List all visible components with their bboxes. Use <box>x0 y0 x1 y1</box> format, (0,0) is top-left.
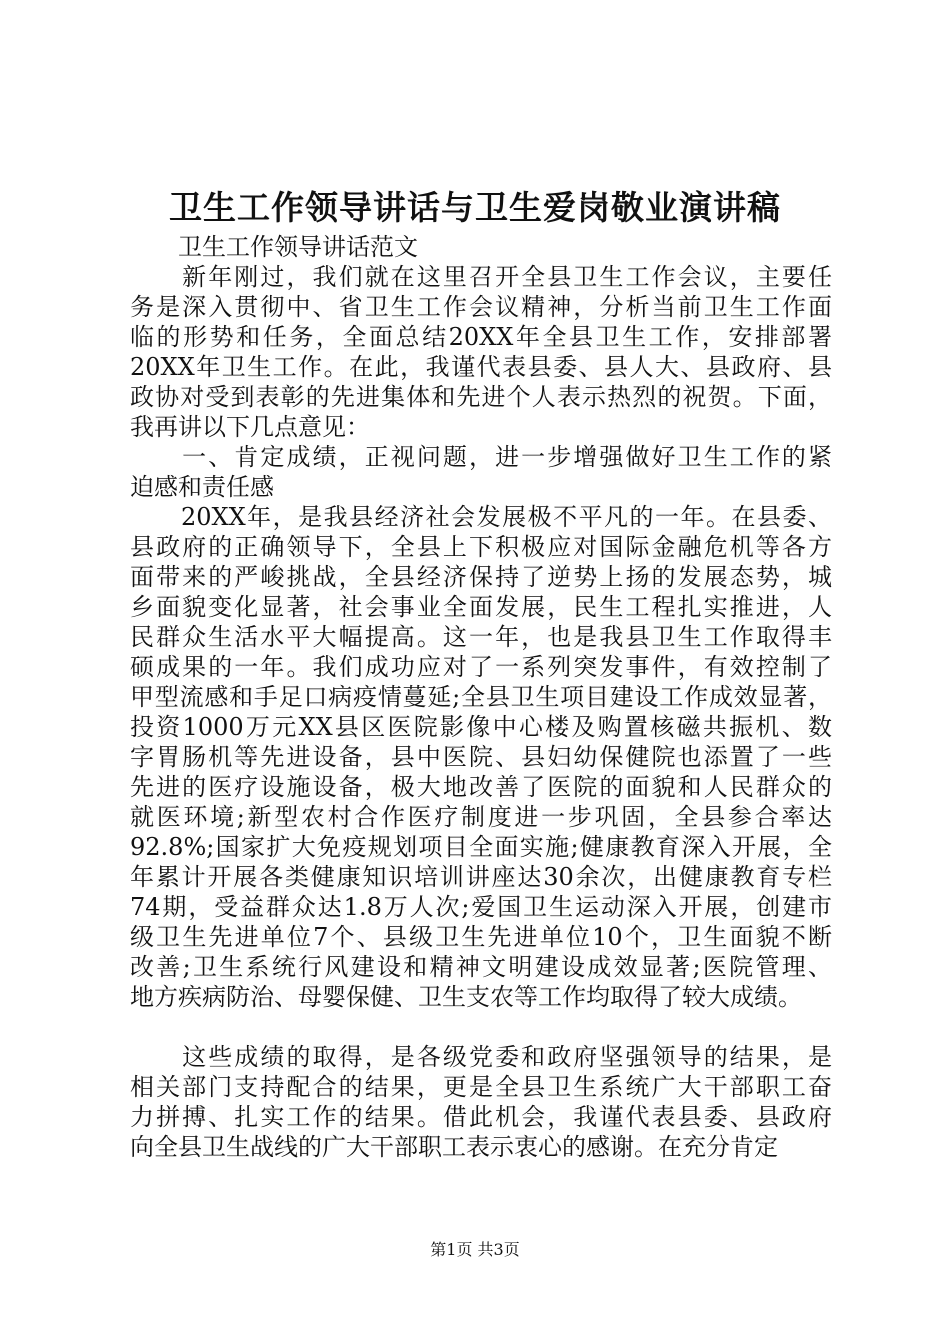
body-line: 级卫生先进单位7个、县级卫生先进单位10个，卫生面貌不断 <box>130 923 832 951</box>
body-line: 卫生工作领导讲话范文 <box>130 233 418 261</box>
body-line: 改善;卫生系统行风建设和精神文明建设成效显著;医院管理、 <box>130 953 832 981</box>
body-line: 务是深入贯彻中、省卫生工作会议精神，分析当前卫生工作面 <box>130 293 832 321</box>
body-line: 乡面貌变化显著，社会事业全面发展，民生工程扎实推进，人 <box>130 593 832 621</box>
body-line: 先进的医疗设施设备，极大地改善了医院的面貌和人民群众的 <box>130 773 832 801</box>
body-line: 临的形势和任务，全面总结20XX年全县卫生工作，安排部署 <box>130 323 832 351</box>
body-line: 力拼搏、扎实工作的结果。借此机会，我谨代表县委、县政府 <box>130 1103 832 1131</box>
body-line: 20XX年卫生工作。在此，我谨代表县委、县人大、县政府、县 <box>130 353 832 381</box>
body-line: 我再讲以下几点意见： <box>130 413 370 441</box>
body-line: 20XX年，是我县经济社会发展极不平凡的一年。在县委、 <box>130 503 832 531</box>
body-line: 年累计开展各类健康知识培训讲座达30余次，出健康教育专栏 <box>130 863 832 891</box>
body-line: 地方疾病防治、母婴保健、卫生支农等工作均取得了较大成绩。 <box>130 983 802 1011</box>
body-line: 硕成果的一年。我们成功应对了一系列突发事件，有效控制了 <box>130 653 832 681</box>
body-line: 民群众生活水平大幅提高。这一年，也是我县卫生工作取得丰 <box>130 623 832 651</box>
body-line: 甲型流感和手足口病疫情蔓延;全县卫生项目建设工作成效显著， <box>130 683 832 711</box>
body-line: 相关部门支持配合的结果，更是全县卫生系统广大干部职工奋 <box>130 1073 832 1101</box>
page-footer: 第1页 共3页 <box>430 1240 520 1259</box>
paragraph-gap <box>130 1012 832 1042</box>
body-line: 一、肯定成绩，正视问题，进一步增强做好卫生工作的紧 <box>130 443 832 471</box>
body-line: 74期，受益群众达1.8万人次;爱国卫生运动深入开展，创建市 <box>130 893 832 921</box>
body-line: 迫感和责任感 <box>130 473 274 501</box>
document-title: 卫生工作领导讲话与卫生爱岗敬业演讲稿 <box>169 188 781 227</box>
body-line: 政协对受到表彰的先进集体和先进个人表示热烈的祝贺。下面， <box>130 383 832 411</box>
body-line: 县政府的正确领导下，全县上下积极应对国际金融危机等各方 <box>130 533 832 561</box>
body-line: 92.8%;国家扩大免疫规划项目全面实施;健康教育深入开展，全 <box>130 833 832 861</box>
body-line: 字胃肠机等先进设备，县中医院、县妇幼保健院也添置了一些 <box>130 743 832 771</box>
body-line: 这些成绩的取得，是各级党委和政府坚强领导的结果，是 <box>130 1043 832 1071</box>
document-body <box>130 232 832 1162</box>
body-line: 就医环境;新型农村合作医疗制度进一步巩固，全县参合率达 <box>130 803 832 831</box>
body-line: 投资1000万元XX县区医院影像中心楼及购置核磁共振机、数 <box>130 713 832 741</box>
body-line: 向全县卫生战线的广大干部职工表示衷心的感谢。在充分肯定 <box>130 1133 778 1161</box>
body-line: 新年刚过，我们就在这里召开全县卫生工作会议，主要任 <box>130 263 832 291</box>
body-line: 面带来的严峻挑战，全县经济保持了逆势上扬的发展态势，城 <box>130 563 832 591</box>
